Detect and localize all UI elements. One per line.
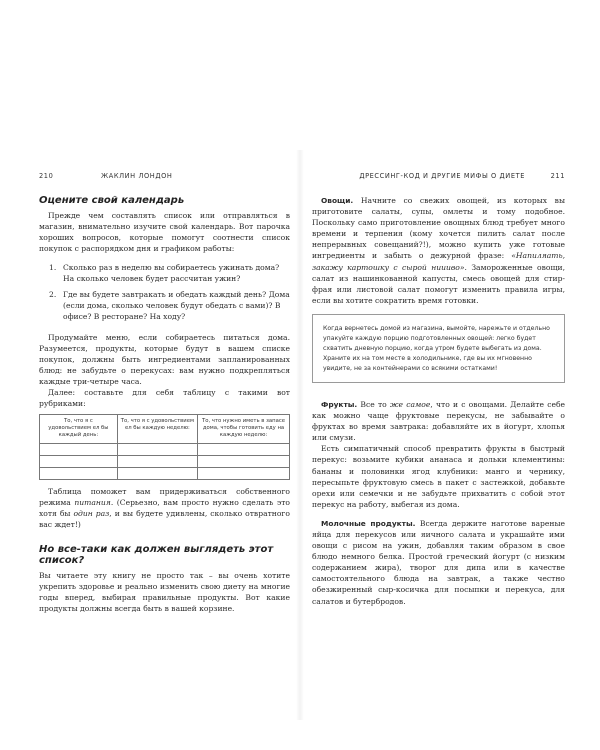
question-list [39, 262, 290, 321]
paragraph: Далее: составьте для себя таблицу с такими вот рубриками: [39, 388, 290, 409]
italic-text: же самое [389, 399, 431, 409]
section-heading-list: Но все-таки как должен выглядеть этот список? [39, 544, 274, 567]
tip-box [312, 314, 565, 383]
left-running-head [39, 172, 290, 184]
table-cell [117, 443, 197, 455]
table-cell [40, 467, 118, 479]
table-header-cell: То, что я с удовольствием ел бы каждую неделю: [117, 414, 197, 443]
paragraph-vegetables [312, 195, 565, 306]
spacer [312, 510, 565, 518]
text-run: (Серьезно, вам просто нужно сделать это хотя бы [39, 497, 290, 518]
right-running-head [312, 172, 565, 184]
text-run: , что и с овощами. Делайте себе как можно чаще фруктовые перекусы, не забывайте о фруктах во время завтрака: добавляйте их в йогурт, хлопья или смузи. [312, 399, 566, 443]
right-page-content [312, 195, 565, 607]
table-cell [198, 467, 290, 479]
food-planning-table [39, 414, 290, 480]
list-item-text: Сколько раз в неделю вы собираетесь ужинать дома? На сколько человек будет рассчитан ужин? [63, 263, 280, 284]
tip-box-text: Когда вернетесь домой из магазина, вымойте, нарежьте и отдельно упакуйте каждую порцию подготовленных овощей: легко будет схватить дневную порцию, когда утром будете выбегать из дома. Храните их на том месте в холодильнике, где вы их мгновенно увидите, не за контейнерами со всякими остатками! [323, 324, 550, 372]
table-cell [117, 467, 197, 479]
text-run: Всегда держите наготове вареные яйца для перекусов или яичного салата и украшайте ими овощи с рисом на ужин, добавляя таким образом в свое блюдо немного белка. Простой греческий йогурт (с низким содержанием жира), творог для дипа или в качестве самостоятельного блюда на завтрак, а также честно обезжиренный сыр-косичка для посыпки и перекуса, для салатов и бутербродов. [312, 518, 565, 606]
italic-text: один раз [73, 508, 110, 518]
list-item-text: Где вы будете завтракать и обедать каждый день? Дома (если дома, сколько человек будут обедать с вами)? В офисе? В ресторане? На ходу? [63, 289, 290, 321]
text-run: Все то [357, 399, 390, 409]
table-header-cell: То, что я с удовольствием ел бы каждый день: [40, 414, 118, 443]
table-row [40, 467, 290, 479]
running-title: ДРЕССИНГ-КОД И ДРУГИЕ МИФЫ О ДИЕТЕ [359, 172, 525, 180]
list-item [39, 262, 290, 284]
paragraph: Вы читаете эту книгу не просто так – вы очень хотите укрепить здоровье и реально изменить свою диету на многие годы вперед, выбирая правильные продукты. Вот какие продукты должны всегда быть в вашей корзине. [39, 571, 290, 614]
running-title: ЖАКЛИН ЛОНДОН [101, 172, 173, 180]
paragraph: Есть симпатичный способ превратить фрукты в быстрый перекус: возьмите кубики ананаса и дольки клементины: бананы и половинки ягод клубники: манго и чернику, пересыпьте фруктовую смесь в пакет с застежкой, добавьте орехи или семечки и не забудьте прихватить с собой этот перекус на работу, выбегая из дома. [312, 444, 565, 509]
right-page [300, 0, 600, 750]
table-header-cell: То, что нужно иметь в запасе дома, чтобы готовить еду на каждую неделю: [198, 414, 290, 443]
table-body [40, 443, 290, 479]
list-item-number: 1. [49, 263, 57, 273]
page-number: 211 [550, 172, 565, 180]
list-item-number: 2. [49, 289, 57, 299]
spacer [39, 530, 290, 544]
section-heading-calendar: Оцените свой календарь [39, 195, 185, 206]
bold-lead-in: Фрукты. [321, 399, 358, 409]
table-row [40, 455, 290, 467]
paragraph [39, 486, 290, 530]
page-number: 210 [39, 172, 54, 180]
italic-text: «Напиляать, закажу картошку с сырой ниииво» [312, 251, 565, 272]
table-row [40, 443, 290, 455]
table-header-row [40, 414, 290, 443]
list-item [39, 289, 290, 322]
paragraph: Продумайте меню, если собираетесь питаться дома. Разумеется, продукты, которые будут в вашем списке покупок, должны быть ингредиентами запланированных блюд: не забудьте о перекусах: вам нужно подкрепляться каждые три-четыре часа. [39, 332, 290, 387]
paragraph: Прежде чем составлять список или отправляться в магазин, внимательно изучите свой календарь. Вот парочка хороших вопросов, которые помогут соотнести список покупок с распорядком дня и графиком работы: [39, 211, 290, 254]
table-cell [198, 443, 290, 455]
paragraph-fruits [312, 399, 565, 443]
italic-text: питания. [74, 497, 114, 507]
text-run: . Замороженные овощи, салат из нашинкованной капусты, смесь овощей для стир-фрая или листовой салат помогут изменить правила игры, если вы хотите сократить время готовки. [312, 262, 565, 305]
left-page-content [39, 195, 290, 614]
table-cell [198, 455, 290, 467]
bold-lead-in: Молочные продукты. [321, 518, 416, 528]
table-cell [40, 455, 118, 467]
table-cell [40, 443, 118, 455]
table-cell [117, 455, 197, 467]
bold-lead-in: Овощи. [321, 196, 354, 205]
paragraph-dairy [312, 518, 565, 607]
text-run: , и вы будете удивлены, сколько отвратного вас ждет!) [39, 508, 290, 529]
text-run: Начните со свежих овощей, из которых вы приготовите салаты, супы, омлеты и тому подобное. Поскольку само приготовление овощных блюд требует много времени и терпения (кому хочется пилить салат после непрерывных совещаний?!), можно купить уже готовые ингредиенты и забыть о дежурной фразе: [312, 196, 565, 261]
text-run: Таблица поможет вам придерживаться собственного режима [39, 486, 290, 507]
